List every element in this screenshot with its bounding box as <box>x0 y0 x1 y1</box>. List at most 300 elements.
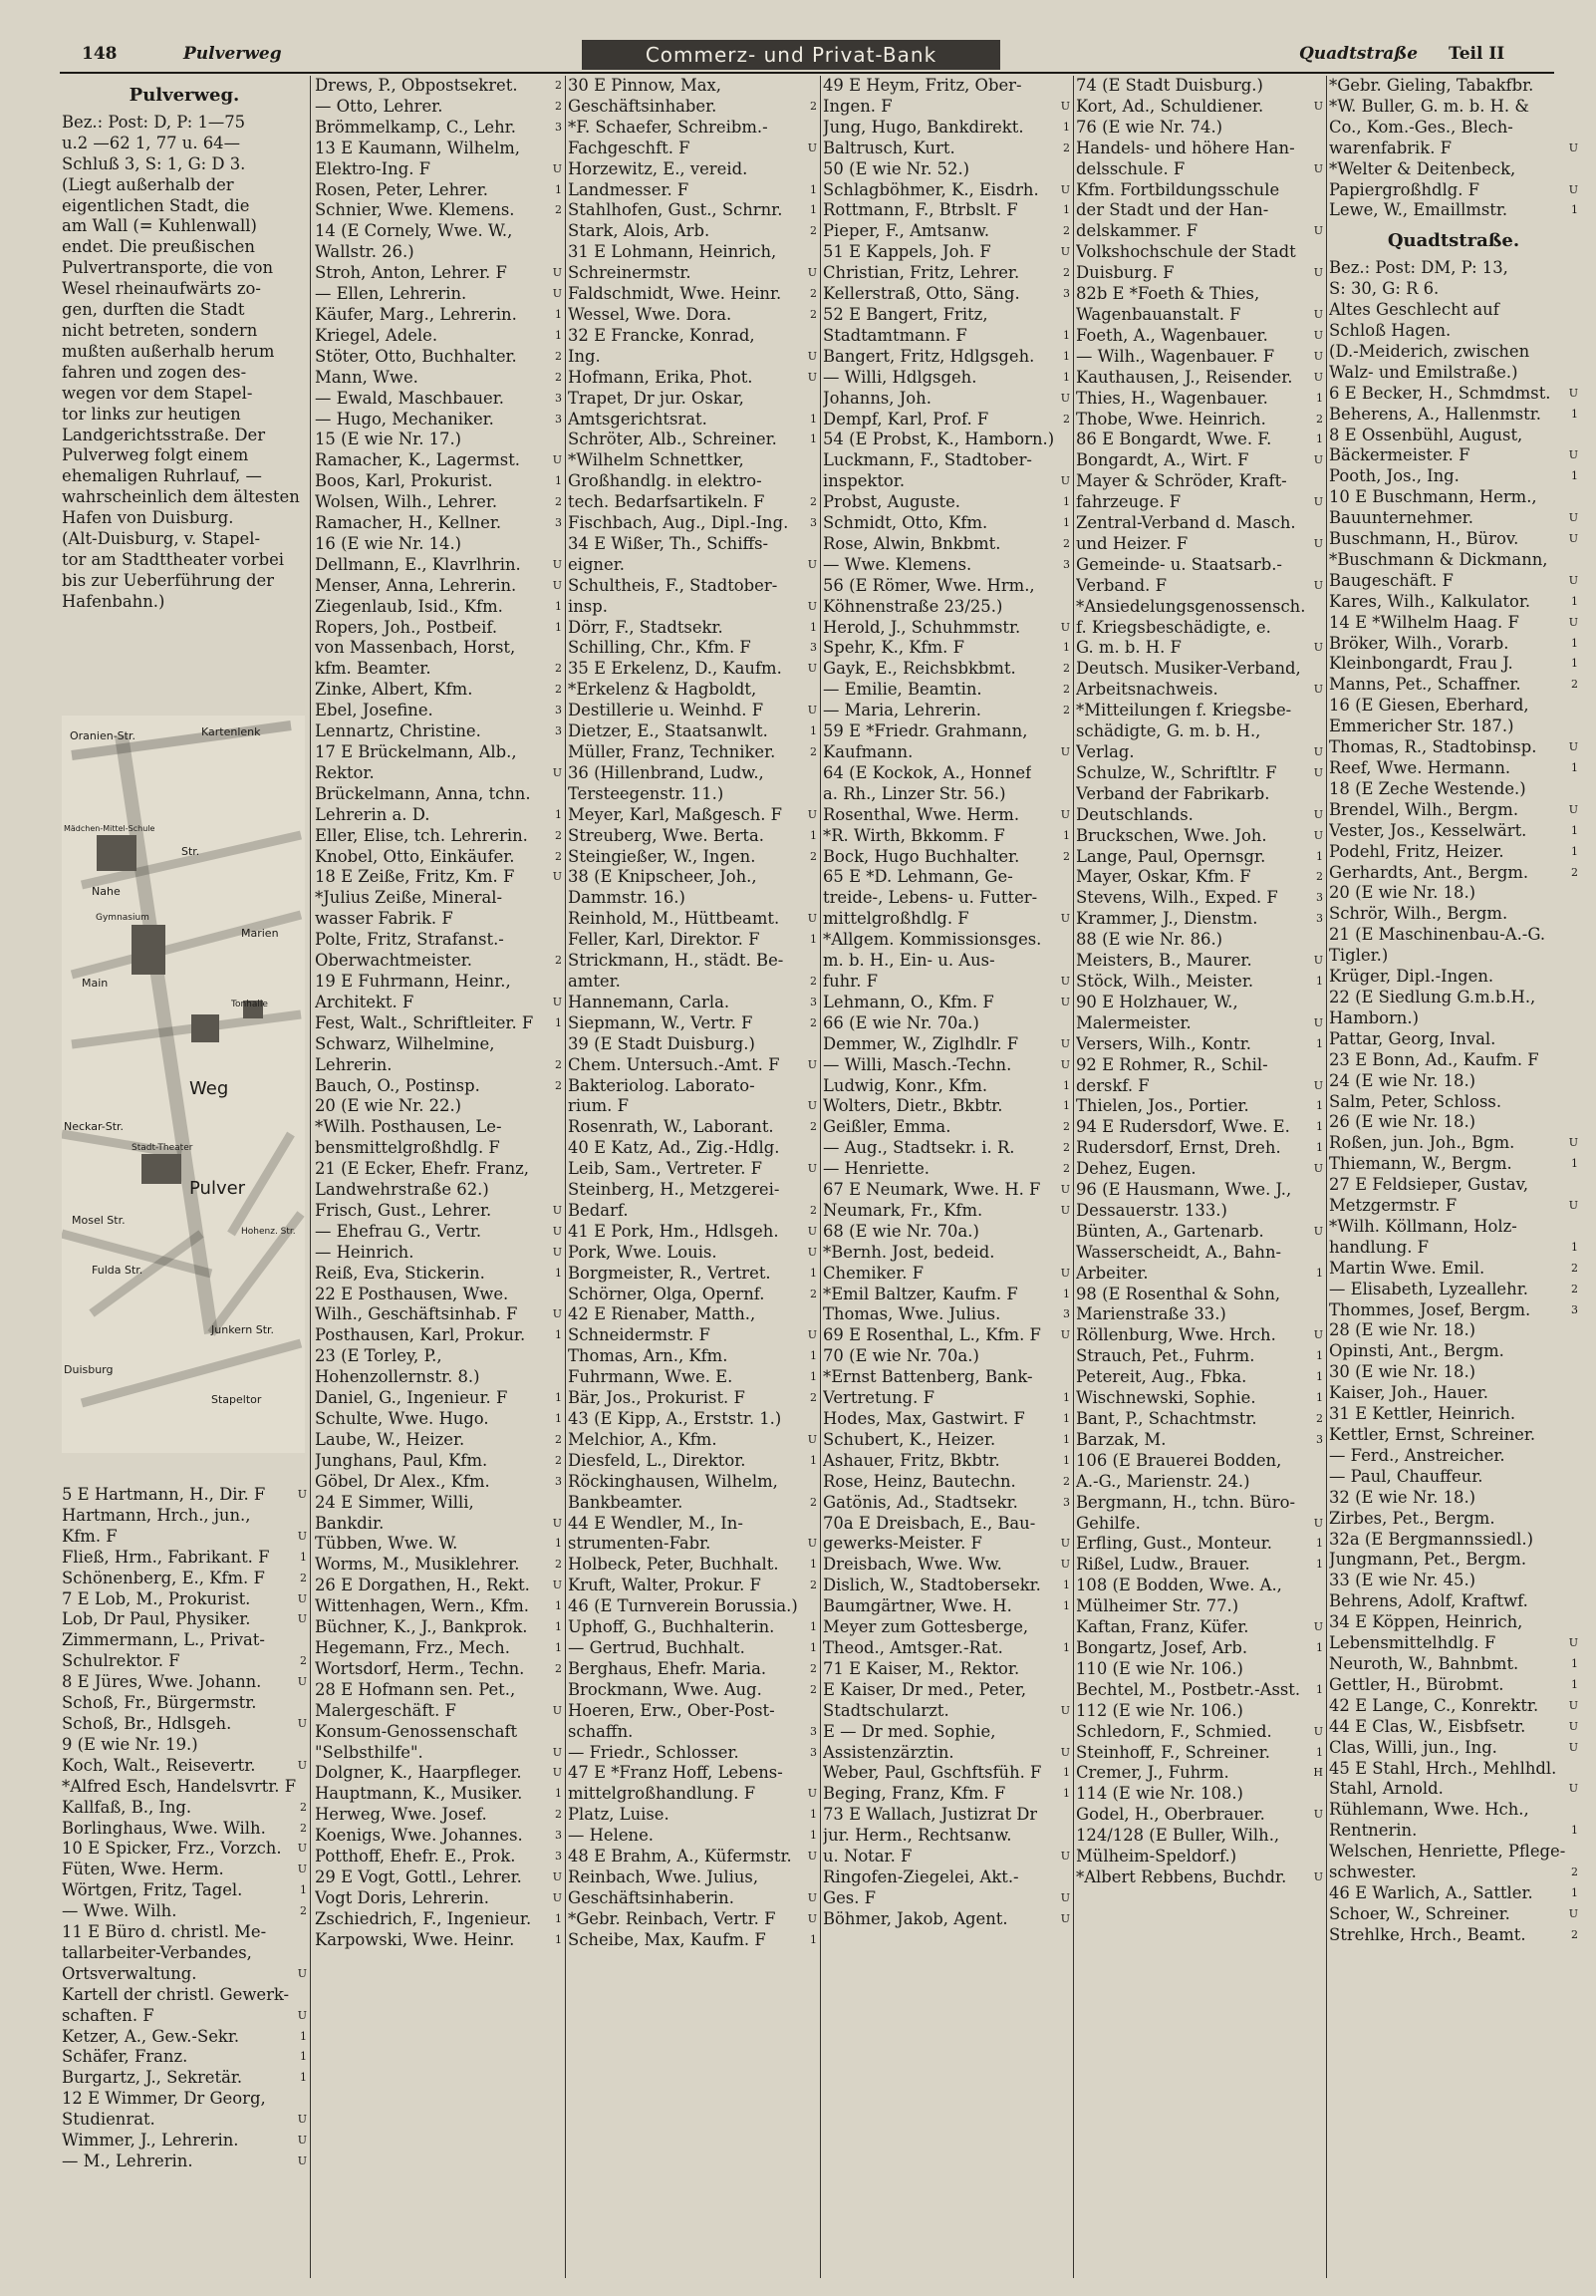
entry-text: *Welter & Deitenbeck, <box>1329 158 1516 178</box>
directory-entry <box>1076 1076 1323 1097</box>
entry-text: Böhmer, Jakob, Agent. <box>823 1908 1008 1928</box>
floor-marker: 3 <box>1316 891 1323 905</box>
floor-marker: U <box>552 1224 562 1238</box>
description-line: ehemaligen Ruhrlauf, — <box>62 466 262 486</box>
floor-marker: U <box>552 995 562 1008</box>
entry-text: Bedarf. <box>568 1200 629 1220</box>
entry-text: Brendel, Wilh., Bergm. <box>1329 799 1519 819</box>
directory-entry <box>315 993 562 1013</box>
directory-entry <box>568 576 817 597</box>
floor-marker <box>560 784 562 805</box>
directory-entry <box>315 1346 562 1367</box>
directory-entry <box>315 1367 562 1388</box>
directory-entry <box>1076 430 1323 450</box>
floor-marker: U <box>1313 683 1323 697</box>
directory-entry <box>1329 737 1578 758</box>
entry-text: Trapet, Dr jur. Oskar, <box>568 388 744 408</box>
entry-text: Schwarz, Wilhelmine, <box>315 1033 495 1053</box>
entry-text: Meyer, Karl, Maßgesch. F <box>568 804 783 824</box>
directory-entry <box>823 1867 1070 1888</box>
floor-marker <box>560 1034 562 1055</box>
entry-text: Reef, Wwe. Hermann. <box>1329 758 1511 777</box>
directory-entry <box>315 1430 562 1451</box>
entry-text: 5 E Hartmann, H., Dir. F <box>62 1485 266 1504</box>
floor-marker: U <box>1568 1906 1578 1920</box>
directory-entry <box>315 1638 562 1659</box>
directory-entry <box>568 1117 817 1138</box>
directory-entry <box>568 1617 817 1638</box>
directory-entry <box>62 1589 307 1610</box>
floor-marker: U <box>807 662 817 676</box>
entry-text: Kleinbongardt, Frau J. <box>1329 654 1513 674</box>
floor-marker: 1 <box>1571 1824 1578 1838</box>
map-label: Fulda Str. <box>92 1264 143 1277</box>
directory-entry <box>315 618 562 639</box>
entry-text: Theod., Amtsger.-Rat. <box>823 1637 1003 1657</box>
floor-marker: 2 <box>555 662 562 676</box>
entry-text: Bauunternehmer. <box>1329 508 1473 528</box>
directory-entry <box>315 347 562 368</box>
entry-text: 32 E Francke, Konrad, <box>568 325 755 345</box>
floor-marker <box>1321 1493 1323 1514</box>
entry-text: Bangert, Fritz, Hdlgsgeh. <box>823 346 1035 366</box>
directory-entry <box>1329 1341 1578 1362</box>
floor-marker: 1 <box>1571 1677 1578 1691</box>
directory-entry <box>1329 634 1578 655</box>
entry-text: derskf. F <box>1076 1075 1150 1095</box>
directory-entry <box>1076 1096 1323 1117</box>
directory-entry <box>315 1076 562 1097</box>
floor-marker: 1 <box>1063 1412 1070 1425</box>
directory-entry <box>1076 638 1323 659</box>
directory-entry <box>568 1451 817 1472</box>
entry-text: schaffn. <box>568 1721 634 1741</box>
directory-entry <box>1076 763 1323 784</box>
street-map <box>62 716 305 1453</box>
floor-marker: U <box>807 1162 817 1176</box>
directory-entry <box>62 2131 307 2152</box>
directory-entry <box>1076 1388 1323 1409</box>
directory-entry <box>568 97 817 118</box>
description-line: Hafen von Duisburg. <box>62 508 234 528</box>
floor-marker: U <box>1313 1328 1323 1342</box>
floor-marker <box>1068 1617 1070 1638</box>
floor-marker <box>560 221 562 242</box>
directory-entry <box>1329 988 1578 1008</box>
map-label: Stadt-Theater <box>132 1143 193 1153</box>
entry-text: 12 E Wimmer, Dr Georg, <box>62 2089 266 2109</box>
directory-entry <box>823 1096 1070 1117</box>
directory-entry <box>1076 1159 1323 1180</box>
directory-entry <box>823 1472 1070 1493</box>
entry-text: 67 E Neumark, Wwe. H. F <box>823 1180 1041 1200</box>
entry-text: Rosenrath, W., Laborant. <box>568 1117 774 1137</box>
column-separator <box>1326 76 1327 2278</box>
floor-marker: 1 <box>810 933 817 947</box>
directory-entry <box>568 763 817 784</box>
entry-text: Neuroth, W., Bahnbmt. <box>1329 1653 1519 1673</box>
entry-text: 32 (E wie Nr. 18.) <box>1329 1487 1476 1507</box>
directory-entry <box>1329 1259 1578 1280</box>
entry-text: 11 E Büro d. christl. Me- <box>62 1922 267 1942</box>
directory-entry <box>62 1672 307 1693</box>
floor-marker: U <box>552 1703 562 1717</box>
directory-entry <box>315 888 562 909</box>
floor-marker <box>815 888 817 909</box>
floor-marker: U <box>297 1758 307 1772</box>
floor-marker: U <box>1060 1703 1070 1717</box>
entry-text: Büchner, K., J., Bankprok. <box>315 1617 528 1637</box>
directory-entry <box>1329 1883 1578 1904</box>
directory-entry <box>1329 445 1578 466</box>
floor-marker: U <box>807 912 817 926</box>
directory-entry <box>568 909 817 930</box>
entry-text: Posthausen, Karl, Prokur. <box>315 1325 526 1345</box>
floor-marker: 1 <box>1063 1078 1070 1092</box>
directory-entry <box>823 1243 1070 1264</box>
directory-entry <box>1329 1654 1578 1675</box>
entry-text: Ramacher, K., Lagermst. <box>315 450 521 470</box>
entry-text: 65 E *D. Lehmann, Ge- <box>823 867 1013 887</box>
entry-text: Herold, J., Schuhmmstr. <box>823 617 1021 637</box>
directory-entry <box>823 1680 1070 1701</box>
directory-entry <box>1329 842 1578 863</box>
directory-entry <box>1329 1779 1578 1800</box>
floor-marker: 2 <box>810 1015 817 1029</box>
entry-text: fahrzeuge. F <box>1076 492 1182 512</box>
entry-text: Wallstr. 26.) <box>315 242 414 262</box>
floor-marker: U <box>807 557 817 571</box>
map-label: Nahe <box>92 885 121 898</box>
street-map-drawing <box>62 716 305 1453</box>
entry-text: Köhnenstraße 23/25.) <box>823 596 1003 616</box>
entry-text: Landmesser. F <box>568 179 689 199</box>
directory-entry <box>823 930 1070 951</box>
description-line: gen, durften die Stadt <box>62 300 245 320</box>
directory-entry <box>568 118 817 139</box>
entry-text: Stevens, Wilh., Exped. F <box>1076 888 1278 908</box>
floor-marker: 2 <box>1063 1474 1070 1488</box>
floor-marker: U <box>552 1869 562 1883</box>
entry-text: 17 E Brückelmann, Alb., <box>315 742 517 761</box>
floor-marker: 2 <box>1063 849 1070 863</box>
directory-entry <box>1076 368 1323 389</box>
floor-marker <box>1576 1071 1578 1092</box>
floor-marker <box>560 638 562 659</box>
directory-entry <box>1329 159 1578 180</box>
floor-marker <box>1068 784 1070 805</box>
floor-marker: 2 <box>810 1391 817 1405</box>
floor-marker <box>1576 1404 1578 1425</box>
entry-text: mittelgroßhdlg. F <box>823 909 969 929</box>
entry-text: Deutschlands. <box>1076 804 1194 824</box>
directory-entry <box>823 576 1070 597</box>
directory-entry <box>1329 1675 1578 1696</box>
entry-text: Frisch, Gust., Lehrer. <box>315 1200 492 1220</box>
entry-text: *Ernst Battenberg, Bank- <box>823 1367 1033 1387</box>
floor-marker: 1 <box>810 1453 817 1467</box>
entry-text: eigner. <box>568 554 625 574</box>
entry-text: 30 (E wie Nr. 18.) <box>1329 1362 1476 1382</box>
entry-text: Melchior, A., Kfm. <box>568 1429 717 1449</box>
directory-entry <box>1329 1530 1578 1551</box>
floor-marker <box>1576 988 1578 1008</box>
entry-text: 46 E Warlich, A., Sattler. <box>1329 1882 1533 1902</box>
floor-marker: U <box>1568 448 1578 462</box>
floor-marker: U <box>1060 620 1070 634</box>
directory-entry <box>1076 1867 1323 1888</box>
entry-text: 15 (E wie Nr. 17.) <box>315 430 462 449</box>
directory-entry <box>1329 1633 1578 1654</box>
directory-entry <box>1329 508 1578 529</box>
directory-entry <box>823 450 1070 471</box>
directory-entry <box>62 1964 307 1985</box>
entry-text: Schrör, Wilh., Bergm. <box>1329 904 1508 924</box>
floor-marker <box>1068 1346 1070 1367</box>
floor-marker: 2 <box>810 287 817 301</box>
entry-text: 45 E Stahl, Hrch., Mehlhdl. <box>1329 1758 1557 1778</box>
entry-text: Karpowski, Wwe. Heinr. <box>315 1929 515 1949</box>
directory-entry <box>62 2006 307 2027</box>
floor-marker <box>560 1159 562 1180</box>
entry-text: Kruft, Walter, Prokur. F <box>568 1576 761 1595</box>
directory-entry <box>823 1722 1070 1743</box>
entry-text: Petereit, Aug., Fbka. <box>1076 1367 1247 1387</box>
floor-marker: U <box>807 1432 817 1446</box>
directory-entry <box>1076 1493 1323 1514</box>
directory-entry <box>315 909 562 930</box>
floor-marker <box>560 1346 562 1367</box>
directory-entry <box>823 951 1070 972</box>
column-5 <box>1076 76 1323 2278</box>
directory-entry <box>568 1222 817 1243</box>
entry-text: Großhandlg. in elektro- <box>568 471 762 491</box>
directory-entry <box>1076 1117 1323 1138</box>
floor-marker <box>1068 867 1070 888</box>
entry-text: Meyer zum Gottesberge, <box>823 1617 1029 1637</box>
entry-text: Wolters, Dietr., Bkbtr. <box>823 1096 1003 1116</box>
directory-entry <box>62 2152 307 2172</box>
entry-text: fuhr. F <box>823 971 879 991</box>
directory-entry <box>62 1756 307 1777</box>
directory-entry <box>1076 471 1323 492</box>
directory-entry <box>568 1409 817 1430</box>
description-line: wahrscheinlich dem ältesten <box>62 487 300 507</box>
directory-entry <box>62 1943 307 1964</box>
floor-marker: U <box>1313 1162 1323 1176</box>
floor-marker: 1 <box>1571 1885 1578 1899</box>
directory-entry <box>315 1722 562 1743</box>
floor-marker: 1 <box>1571 469 1578 483</box>
floor-marker: 1 <box>555 474 562 488</box>
floor-marker <box>1321 471 1323 492</box>
directory-entry <box>568 1784 817 1805</box>
floor-marker: 2 <box>810 849 817 863</box>
floor-marker: 2 <box>555 683 562 697</box>
floor-marker <box>560 1367 562 1388</box>
entry-text: A.-G., Marienstr. 24.) <box>1076 1471 1250 1491</box>
floor-marker: 1 <box>1316 849 1323 863</box>
directory-entry <box>823 847 1070 868</box>
directory-entry <box>568 513 817 534</box>
directory-entry <box>315 1534 562 1555</box>
column-separator <box>1073 76 1074 2278</box>
floor-marker <box>1321 618 1323 639</box>
directory-entry <box>568 784 817 805</box>
directory-entry <box>823 410 1070 430</box>
directory-entry <box>1329 426 1578 446</box>
floor-marker: U <box>1568 182 1578 196</box>
directory-entry <box>1076 1451 1323 1472</box>
floor-marker: 2 <box>810 495 817 509</box>
entry-text: Neumark, Fr., Kfm. <box>823 1200 983 1220</box>
floor-marker: 1 <box>1063 828 1070 842</box>
entry-text: f. Kriegsbeschädigte, e. <box>1076 617 1271 637</box>
directory-entry <box>823 180 1070 201</box>
directory-entry <box>823 993 1070 1013</box>
entry-text: — Aug., Stadtsekr. i. R. <box>823 1138 1015 1158</box>
entry-text: Feller, Karl, Direktor. F <box>568 930 760 950</box>
floor-marker: U <box>807 349 817 363</box>
directory-entry <box>1076 1763 1323 1784</box>
directory-entry <box>62 2089 307 2110</box>
floor-marker: U <box>1568 1719 1578 1733</box>
floor-marker: U <box>1313 99 1323 113</box>
description-line: Altes Geschlecht auf <box>1329 300 1499 320</box>
entry-text: Stark, Alois, Arb. <box>568 221 710 241</box>
directory-entry <box>823 534 1070 555</box>
entry-text: Studienrat. <box>62 2110 155 2130</box>
floor-marker: 1 <box>300 1550 307 1564</box>
floor-marker: U <box>1313 224 1323 238</box>
floor-marker <box>815 1701 817 1722</box>
floor-marker <box>815 1867 817 1888</box>
floor-marker: U <box>297 2154 307 2167</box>
directory-entry <box>62 1735 307 1756</box>
entry-text: Thomas, Wwe. Julius. <box>823 1304 1001 1324</box>
floor-marker <box>1576 1612 1578 1633</box>
entry-text: Boos, Karl, Prokurist. <box>315 471 493 491</box>
directory-entry <box>823 1805 1070 1826</box>
directory-entry <box>1076 888 1323 909</box>
directory-entry <box>1329 180 1578 201</box>
directory-entry <box>62 1506 307 1527</box>
entry-text: 42 E Lange, C., Konrektr. <box>1329 1695 1539 1715</box>
floor-marker: 1 <box>1316 974 1323 988</box>
directory-entry <box>1329 571 1578 592</box>
floor-marker <box>1321 1451 1323 1472</box>
directory-entry <box>1076 1576 1323 1596</box>
entry-text: Arbeitsnachweis. <box>1076 680 1218 700</box>
entry-text: Verband. F <box>1076 575 1167 595</box>
directory-entry <box>823 1451 1070 1472</box>
directory-entry <box>823 76 1070 97</box>
entry-text: Dellmann, E., Klavrlhrin. <box>315 554 521 574</box>
floor-marker: 1 <box>1316 1370 1323 1384</box>
directory-entry <box>1329 1612 1578 1633</box>
description-line: Walz- und Emilstraße.) <box>1329 362 1518 382</box>
directory-entry <box>1076 597 1323 618</box>
floor-marker <box>560 1285 562 1305</box>
entry-text: 73 E Wallach, Justizrat Dr <box>823 1805 1038 1825</box>
entry-text: 18 E Zeiße, Fritz, Km. F <box>315 867 515 887</box>
entry-text: Zinke, Albert, Kfm. <box>315 680 473 700</box>
floor-marker <box>815 1034 817 1055</box>
entry-text: 46 (E Turnverein Borussia.) <box>568 1596 798 1616</box>
entry-text: Krüger, Dipl.-Ingen. <box>1329 967 1494 987</box>
floor-marker: 1 <box>1063 349 1070 363</box>
floor-marker: U <box>297 1612 307 1626</box>
description-line: bis zur Ueberführung der <box>62 570 274 590</box>
entry-text: 76 (E wie Nr. 74.) <box>1076 117 1223 137</box>
entry-text: 106 (E Brauerei Bodden, <box>1076 1450 1282 1470</box>
floor-marker: 1 <box>1316 432 1323 446</box>
directory-entry <box>1076 221 1323 242</box>
entry-text: Röllenburg, Wwe. Hrch. <box>1076 1325 1276 1345</box>
entry-text: Steinberg, H., Metzgerei- <box>568 1180 780 1200</box>
entry-text: Stahlhofen, Gust., Schrnr. <box>568 200 783 220</box>
floor-marker <box>1576 1509 1578 1530</box>
entry-text: Kaiser, Joh., Hauer. <box>1329 1383 1489 1403</box>
directory-entry <box>315 659 562 680</box>
entry-text: 14 E *Wilhelm Haag. F <box>1329 612 1519 632</box>
floor-marker: U <box>1568 1636 1578 1650</box>
floor-marker <box>1068 450 1070 471</box>
column-separator <box>310 76 311 2278</box>
floor-marker: U <box>552 1245 562 1259</box>
entry-text: Borgmeister, R., Vertret. <box>568 1263 771 1283</box>
entry-text: Leib, Sam., Vertreter. F <box>568 1159 763 1179</box>
entry-text: 9 (E wie Nr. 19.) <box>62 1734 198 1754</box>
floor-marker: U <box>297 1863 307 1876</box>
floor-marker <box>1321 1784 1323 1805</box>
directory-entry <box>823 1763 1070 1784</box>
directory-entry <box>1329 1280 1578 1300</box>
description-line: Bez.: Post: DM, P: 13, <box>1329 258 1508 278</box>
floor-marker: U <box>1313 495 1323 509</box>
floor-marker: H <box>1313 1766 1323 1780</box>
entry-text: Christian, Fritz, Lehrer. <box>823 263 1020 283</box>
floor-marker: U <box>1060 1328 1070 1342</box>
map-label: Tonhalle <box>231 1000 268 1009</box>
directory-entry <box>315 1055 562 1076</box>
entry-text: Meisters, B., Maurer. <box>1076 951 1252 971</box>
directory-entry <box>568 1659 817 1680</box>
directory-entry <box>823 1638 1070 1659</box>
directory-entry <box>315 930 562 951</box>
directory-entry <box>1076 263 1323 284</box>
directory-entry <box>568 1013 817 1034</box>
entry-text: Wittenhagen, Wern., Kfm. <box>315 1596 530 1616</box>
floor-marker: 1 <box>1316 1682 1323 1696</box>
entry-text: 31 E Kettler, Heinrich. <box>1329 1404 1516 1424</box>
entry-text: Steinhoff, F., Schreiner. <box>1076 1742 1270 1762</box>
entry-text: Stöter, Otto, Buchhalter. <box>315 346 517 366</box>
directory-entry <box>1076 1638 1323 1659</box>
floor-marker: 3 <box>810 1745 817 1759</box>
entry-text: 24 E Simmer, Willi, <box>315 1492 474 1512</box>
floor-marker <box>815 1180 817 1201</box>
directory-entry <box>1076 1264 1323 1285</box>
entry-text: Marienstraße 33.) <box>1076 1304 1226 1324</box>
entry-text: Kettler, Ernst, Schreiner. <box>1329 1425 1536 1444</box>
entry-text: 16 (E wie Nr. 14.) <box>315 533 462 553</box>
entry-text: Strauch, Pet., Fuhrm. <box>1076 1346 1255 1366</box>
directory-entry <box>823 1346 1070 1367</box>
directory-entry <box>1076 555 1323 576</box>
map-label: Gymnasium <box>96 913 149 923</box>
map-label: Kartenlenk <box>201 725 261 738</box>
